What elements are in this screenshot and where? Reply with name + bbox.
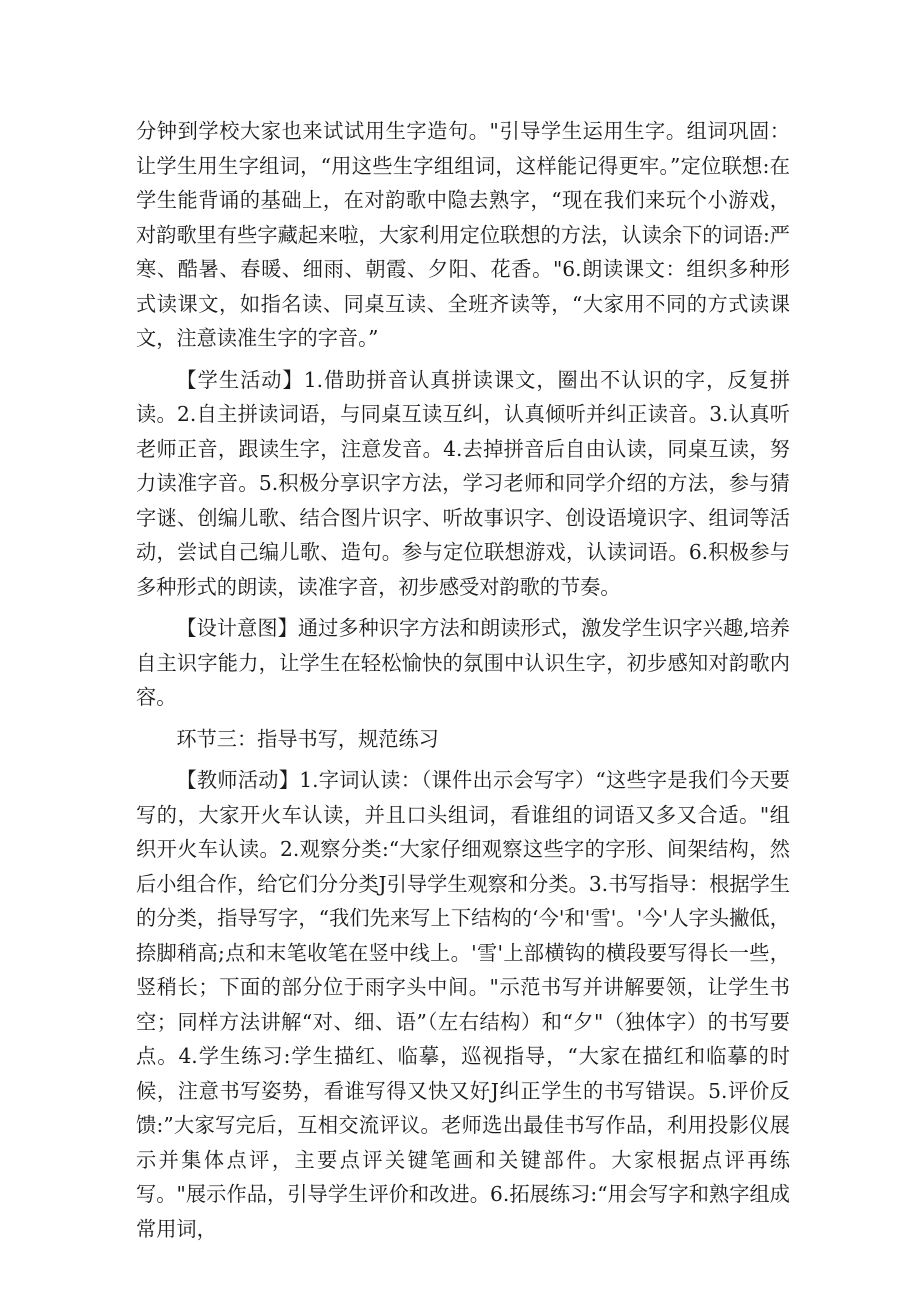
paragraph-teacher-activity-writing: 【教师活动】1.字词认读：（课件出示会写字）“这些字是我们今天要写的，大家开火车认读，并且口头组词，看谁组的词语又多又合适。"组织开火车认读。2.观察分类:“大家仔细观察这些字的字形、间架结构，然后小组合作，给它们分分类J引导学生观察和分类。3.书写指导：根据学生的分类，指导写字，“我们先来写上下结构的‘今'和'雪'。'今'人字头撇低，捺脚稍高;点和末笔收笔在竖中线上。'雪'上部横钩的横段要写得长一些，竖稍长；下面的部分位于雨字头中间。"示范书写并讲解要领，让学生书空；同样方法讲解“对、细、语”（左右结构）和“夕"（独体字）的书写要点。4.学生练习:学生描红、临摹，巡视指导，“大家在描红和临摹的时候，注意书写姿势，看谁写得又快又好J纠正学生的书写错误。5.评价反馈:”大家写完后，互相交流评议。老师选出最佳书写作品，利用投影仪展示并集体点评，主要点评关键笔画和关键部件。大家根据点评再练写。"展示作品，引导学生评价和改进。6.拓展练习:“用会写字和熟字组成常用词， bbox=[136, 768, 790, 1241]
document-body bbox=[136, 114, 790, 1253]
paragraph-design-intent: 【设计意图】通过多种识字方法和朗读形式，激发学生识字兴趣,培养自主识字能力，让学生在轻松愉快的氛围中认识生字，初步感知对韵歌内容。 bbox=[136, 616, 790, 709]
paragraph-teacher-activity-continued: 分钟到学校大家也来试试用生字造句。"引导学生运用生字。组词巩固：让学生用生字组词，“用这些生字组组词，这样能记得更牢。”定位联想:在学生能背诵的基础上，在对韵歌中隐去熟字，“现在我们来玩个小游戏，对韵歌里有些字藏起来啦，大家利用定位联想的方法，认读余下的词语:严寒、酷暑、春暖、细雨、朝霞、夕阳、花香。"6.朗读课文：组织多种形式读课文，如指名读、同桌互读、全班齐读等，“大家用不同的方式读课文，注意读准生字的字音。” bbox=[136, 119, 790, 350]
paragraph-student-activity: 【学生活动】1.借助拼音认真拼读课文，圈出不认识的字，反复拼读。2.自主拼读词语，与同桌互读互纠，认真倾听并纠正读音。3.认真听老师正音，跟读生字，注意发音。4.去掉拼音后自由认读，同桌互读，努力读准字音。5.积极分享识字方法，学习老师和同学介绍的方法，参与猜字谜、创编儿歌、结合图片识字、听故事识字、创设语境识字、组词等活动，尝试自己编儿歌、造句。参与定位联想游戏，认读词语。6.积极参与多种形式的朗读，读准字音，初步感受对韵歌的节奏。 bbox=[136, 367, 790, 599]
section-heading-step-three: 环节三：指导书写，规范练习 bbox=[176, 726, 439, 751]
